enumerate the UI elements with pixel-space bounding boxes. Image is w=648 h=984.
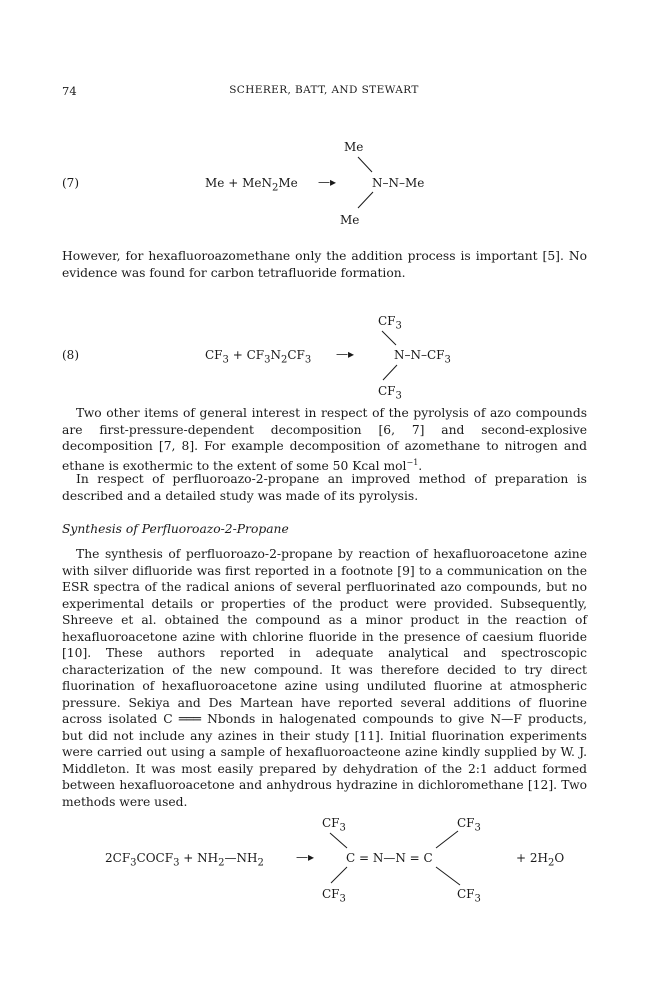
bond-line: [436, 831, 458, 848]
byproduct: + $2H_2O$: [516, 851, 565, 869]
paragraph: In respect of perfluoroazo-2-propane an improved method of preparation is described and a detailed study was made of its pyrolysis.: [62, 472, 587, 503]
product-main-chain: N–N–Me: [372, 176, 425, 190]
product-bottom-group: Me: [340, 213, 360, 227]
equation-label: (8): [62, 348, 79, 362]
reaction-arrow: —▸: [336, 347, 355, 361]
product-top-left-group: $CF_3$: [322, 816, 346, 834]
product-top-group: Me: [344, 140, 364, 154]
product-bottom-left-group: $CF_3$: [322, 887, 346, 905]
bond-line: [383, 365, 397, 380]
bond-line: [382, 331, 396, 345]
running-title: SCHERER, BATT, AND STEWART: [229, 84, 419, 96]
page-number: 74: [62, 84, 77, 98]
product-main-chain: $N-N-CF_3$: [394, 348, 451, 366]
product-main-chain: C = N—N = C: [346, 851, 433, 865]
product-top-group: $CF_3$: [378, 314, 402, 332]
section-heading: Synthesis of Perfluoroazo-2-Propane: [62, 522, 289, 536]
product-bottom-group: $CF_3$: [378, 384, 402, 402]
equation-reactants: Me + MeN$_2$Me: [205, 176, 298, 194]
equation-reactants: $2CF_3COCF_3$ + $NH_2—NH_2$: [105, 851, 264, 869]
equation-label: (7): [62, 176, 79, 190]
paragraph: The synthesis of perfluoroazo-2-propane by reaction of hexafluoroacetone azine with silver difluoride was first reported in a footnote [9] to a communication on the ESR spectra of the radical anions of several perfluorinated azo compounds, but no experimental details or properties of the product were provided. Subsequently, Shreeve et al. obtained the compound as a minor product in the reaction of hexafluoroacetone azine with chlorine fluoride in the presence of caesium fluoride [10]. These authors reported in adequate analytical and spectroscopic characterization of the new compound. It was therefore decided to try direct fluorination of hexafluoroacetone azine using undiluted fluorine at atmospheric pressure. Sekiya and Des Martean have reported several additions of fluorine across isolated C ═══ Nbonds in halogenated compounds to give N—F products, but did not include any azines in their study [11]. Initial fluorination experiments were carried out using a sample of hexafluoroacteone azine kindly supplied by W. J. Middleton. It was most easily prepared by dehydration of the 2:1 adduct formed between hexafluoroacetone and anhydrous hydrazine in dichloromethane [12]. Two methods were used.: [62, 547, 587, 809]
bond-line: [330, 833, 347, 848]
paragraph: However, for hexafluoroazomethane only the addition process is important [5]. No evidence was found for carbon tetrafluoride formation.: [62, 249, 587, 280]
bond-line: [358, 157, 372, 172]
paragraph: Two other items of general interest in respect of the pyrolysis of azo compounds are first-pressure-dependent decomposition [6, 7] and second-explosive decomposition [7, 8]. For example decomposition of azomethane to nitrogen and ethane is exothermic to the extent of some 50 Kcal mol$^{-1}$.: [62, 406, 587, 473]
equation-reactants: $CF_3 + CF_3N_2CF_3$: [205, 348, 312, 366]
bond-line: [331, 867, 347, 883]
product-top-right-group: $CF_3$: [457, 816, 481, 834]
reaction-arrow: —▸: [318, 175, 337, 189]
reaction-arrow: —▸: [296, 850, 315, 864]
bond-line: [358, 192, 373, 208]
bond-line: [436, 867, 460, 885]
product-bottom-right-group: $CF_3$: [457, 887, 481, 905]
